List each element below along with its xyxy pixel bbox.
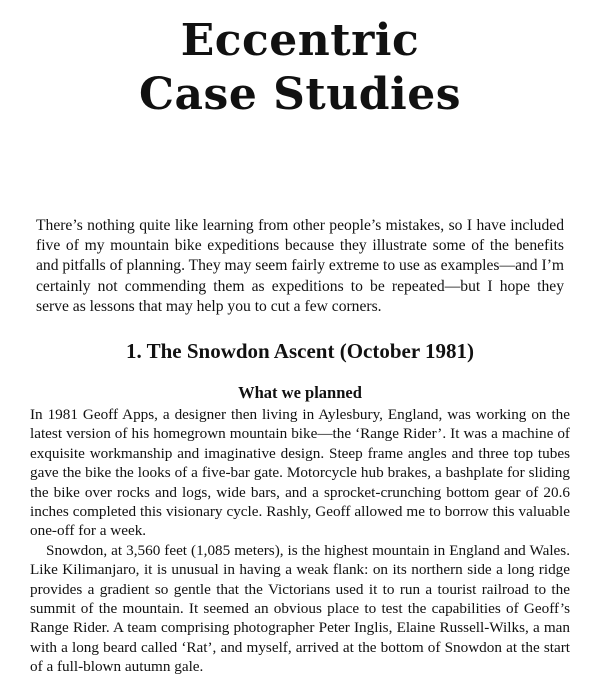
body-paragraph-1: In 1981 Geoff Apps, a designer then living in Aylesbury, England, was working on the latest version of his homegrown mountain bike—the ‘Range Rider’. It was a machine of exquisite workmanship and imaginative design. Steep frame angles and three top tubes gave the bike the looks of a five-bar gate. Motorcycle hub brakes, a bashplate for sliding the bike over rocks and logs, wide bars, and a sprocket-crunching bottom gear of 20.6 inches completed this visionary cycle. Rashly, Geoff allowed me to borrow this valuable one-off for a week. [30,406,570,540]
section-subheading: What we planned [238,383,362,402]
section-heading: 1. The Snowdon Ascent (October 1981) [125,339,475,363]
section-body [30,405,570,677]
chapter-title [0,14,600,122]
chapter-title-line-1: Eccentric [180,15,420,66]
intro-paragraph: There’s nothing quite like learning from other people’s mistakes, so I have included five of my mountain bike expeditions because they illustrate some of the benefits and pitfalls of planning. They may seem fairly extreme to use as examples—and I’m certainly not commending them as expeditions to be repeated—but I hope they serve as lessons that may help you to cut a few corners. [36,217,565,315]
chapter-title-line-2: Case Studies [139,69,461,120]
body-paragraph-2: Snowdon, at 3,560 feet (1,085 meters), is the highest mountain in England and Wales. Like Kilimanjaro, it is unusual in having a weak flank: on its northern side a long ridge provides a gradient so gentle that the Victorians used it to run a tourist railroad to the summit of the mountain. It seemed an obvious place to test the capabilities of Geoff’s Range Rider. A team comprising photographer Peter Inglis, Elaine Russell-Wilks, a man with a long beard called ‘Rat’, and myself, arrived at the bottom of Snowdon at the start of a full-blown autumn gale. [30,541,570,676]
